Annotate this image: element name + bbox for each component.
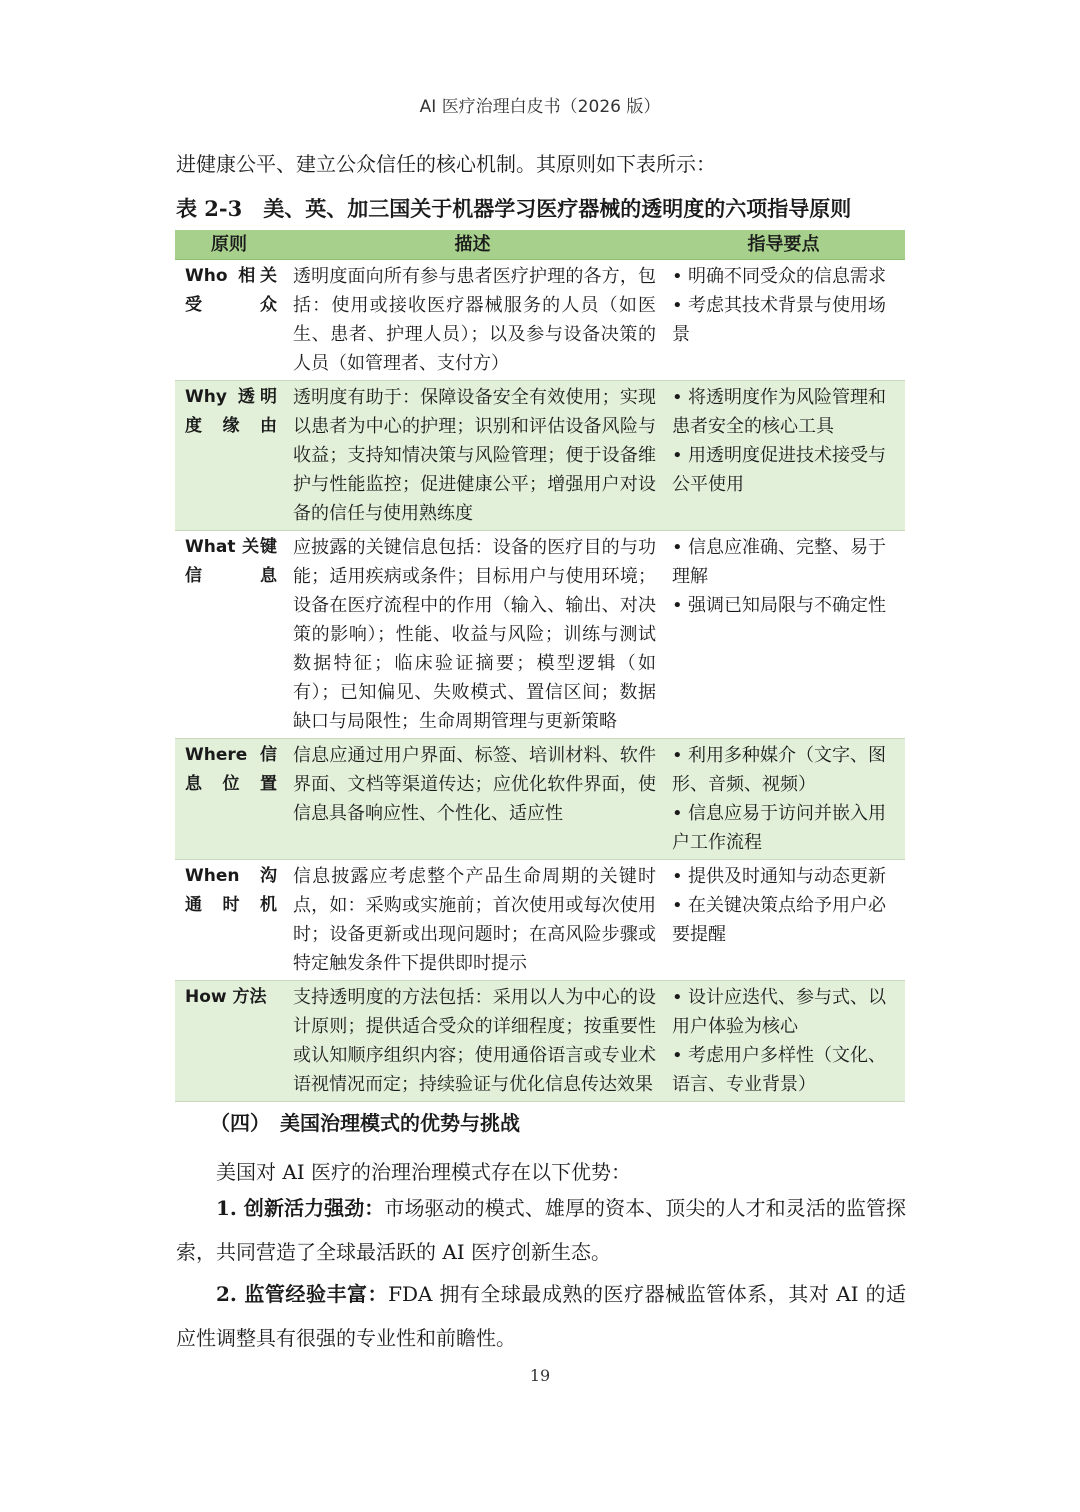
principle-cell: What 关键信息 — [175, 531, 283, 739]
intro-paragraph: 进健康公平、建立公众信任的核心机制。其原则如下表所示： — [176, 152, 716, 176]
table-row — [175, 260, 905, 381]
bullet-icon: • — [672, 745, 683, 766]
table-header-row — [175, 230, 905, 260]
points-cell — [662, 739, 905, 860]
point-item: • 设计应迭代、参与式、以用户体验为核心 — [672, 983, 899, 1041]
points-cell — [662, 260, 905, 381]
point-item: • 将透明度作为风险管理和患者安全的核心工具 — [672, 383, 899, 441]
point-item: • 考虑用户多样性（文化、语言、专业背景） — [672, 1041, 899, 1099]
header-points: 指导要点 — [662, 230, 905, 260]
header-description: 描述 — [283, 230, 662, 260]
description-cell: 支持透明度的方法包括：采用以人为中心的设计原则；提供适合受众的详细程度；按重要性或认知顺序组织内容；使用通俗语言或专业术语视情况而定；持续验证与优化信息传达效果 — [283, 981, 662, 1102]
principle-cell: Where 信息位置 — [175, 739, 283, 860]
principle-cell: Who 相关受众 — [175, 260, 283, 381]
header-principle: 原则 — [175, 230, 283, 260]
advantage-item — [176, 1272, 906, 1360]
bullet-icon: • — [672, 595, 683, 616]
advantage-lead: 1. 创新活力强劲： — [216, 1196, 385, 1220]
table-row — [175, 739, 905, 860]
description-cell: 应披露的关键信息包括：设备的医疗目的与功能；适用疾病或条件；目标用户与使用环境；设备在医疗流程中的作用（输入、输出、对决策的影响）；性能、收益与风险；训练与测试数据特征；临床验证摘要；模型逻辑（如有）；已知偏见、失败模式、置信区间；数据缺口与局限性；生命周期管理与更新策略 — [283, 531, 662, 739]
point-item: • 利用多种媒介（文字、图形、音频、视频） — [672, 741, 899, 799]
advantage-item — [176, 1186, 906, 1274]
table-row — [175, 381, 905, 531]
bullet-icon: • — [672, 895, 683, 916]
point-item: • 提供及时通知与动态更新 — [672, 862, 899, 891]
bullet-icon: • — [672, 387, 683, 408]
bullet-icon: • — [672, 1045, 683, 1066]
page-number: 19 — [529, 1366, 551, 1385]
description-cell: 透明度有助于：保障设备安全有效使用；实现以患者为中心的护理；识别和评估设备风险与收益；支持知情决策与风险管理；便于设备维护与性能监控；促进健康公平；增强用户对设备的信任与使用熟练度 — [283, 381, 662, 531]
bullet-icon: • — [672, 295, 683, 316]
page-header: AI 医疗治理白皮书（2026 版） — [419, 97, 661, 117]
description-cell: 信息应通过用户界面、标签、培训材料、软件界面、文档等渠道传达；应优化软件界面，使信息具备响应性、个性化、适应性 — [283, 739, 662, 860]
point-item: • 考虑其技术背景与使用场景 — [672, 291, 899, 349]
table-caption: 表 2-3 美、英、加三国关于机器学习医疗器械的透明度的六项指导原则 — [176, 196, 852, 221]
principles-table — [175, 230, 905, 1102]
bullet-icon: • — [672, 537, 683, 558]
point-item: • 用透明度促进技术接受与公平使用 — [672, 441, 899, 499]
bullet-icon: • — [672, 445, 683, 466]
description-cell: 透明度面向所有参与患者医疗护理的各方，包括：使用或接收医疗器械服务的人员（如医生、患者、护理人员）；以及参与设备决策的人员（如管理者、支付方） — [283, 260, 662, 381]
points-cell — [662, 381, 905, 531]
bullet-icon: • — [672, 987, 683, 1008]
table-row — [175, 981, 905, 1102]
principle-cell: How 方法 — [175, 981, 283, 1102]
bullet-icon: • — [672, 266, 683, 287]
section-intro: 美国对 AI 医疗的治理治理模式存在以下优势： — [216, 1160, 632, 1184]
table-row — [175, 531, 905, 739]
points-cell — [662, 860, 905, 981]
description-cell: 信息披露应考虑整个产品生命周期的关键时点，如：采购或实施前；首次使用或每次使用时；设备更新或出现问题时；在高风险步骤或特定触发条件下提供即时提示 — [283, 860, 662, 981]
advantage-text: 市场驱动的模式、雄厚的资本、顶尖的人才和灵活的监管探索，共同营造了全球最活跃的 AI 医疗创新生态。 — [176, 1196, 907, 1264]
principle-cell: Why 透明度缘由 — [175, 381, 283, 531]
table-row — [175, 860, 905, 981]
points-cell — [662, 531, 905, 739]
advantage-text: FDA 拥有全球最成熟的医疗器械监管体系，其对 AI 的适应性调整具有很强的专业性和前瞻性。 — [176, 1282, 906, 1350]
point-item: • 明确不同受众的信息需求 — [672, 262, 899, 291]
point-item: • 信息应易于访问并嵌入用户工作流程 — [672, 799, 899, 857]
section-heading: （四） 美国治理模式的优势与挑战 — [210, 1111, 520, 1135]
points-cell — [662, 981, 905, 1102]
principle-cell: When 沟通时机 — [175, 860, 283, 981]
point-item: • 信息应准确、完整、易于理解 — [672, 533, 899, 591]
point-item: • 在关键决策点给予用户必要提醒 — [672, 891, 899, 949]
bullet-icon: • — [672, 866, 683, 887]
bullet-icon: • — [672, 803, 683, 824]
point-item: • 强调已知局限与不确定性 — [672, 591, 899, 620]
advantage-lead: 2. 监管经验丰富： — [216, 1282, 389, 1306]
